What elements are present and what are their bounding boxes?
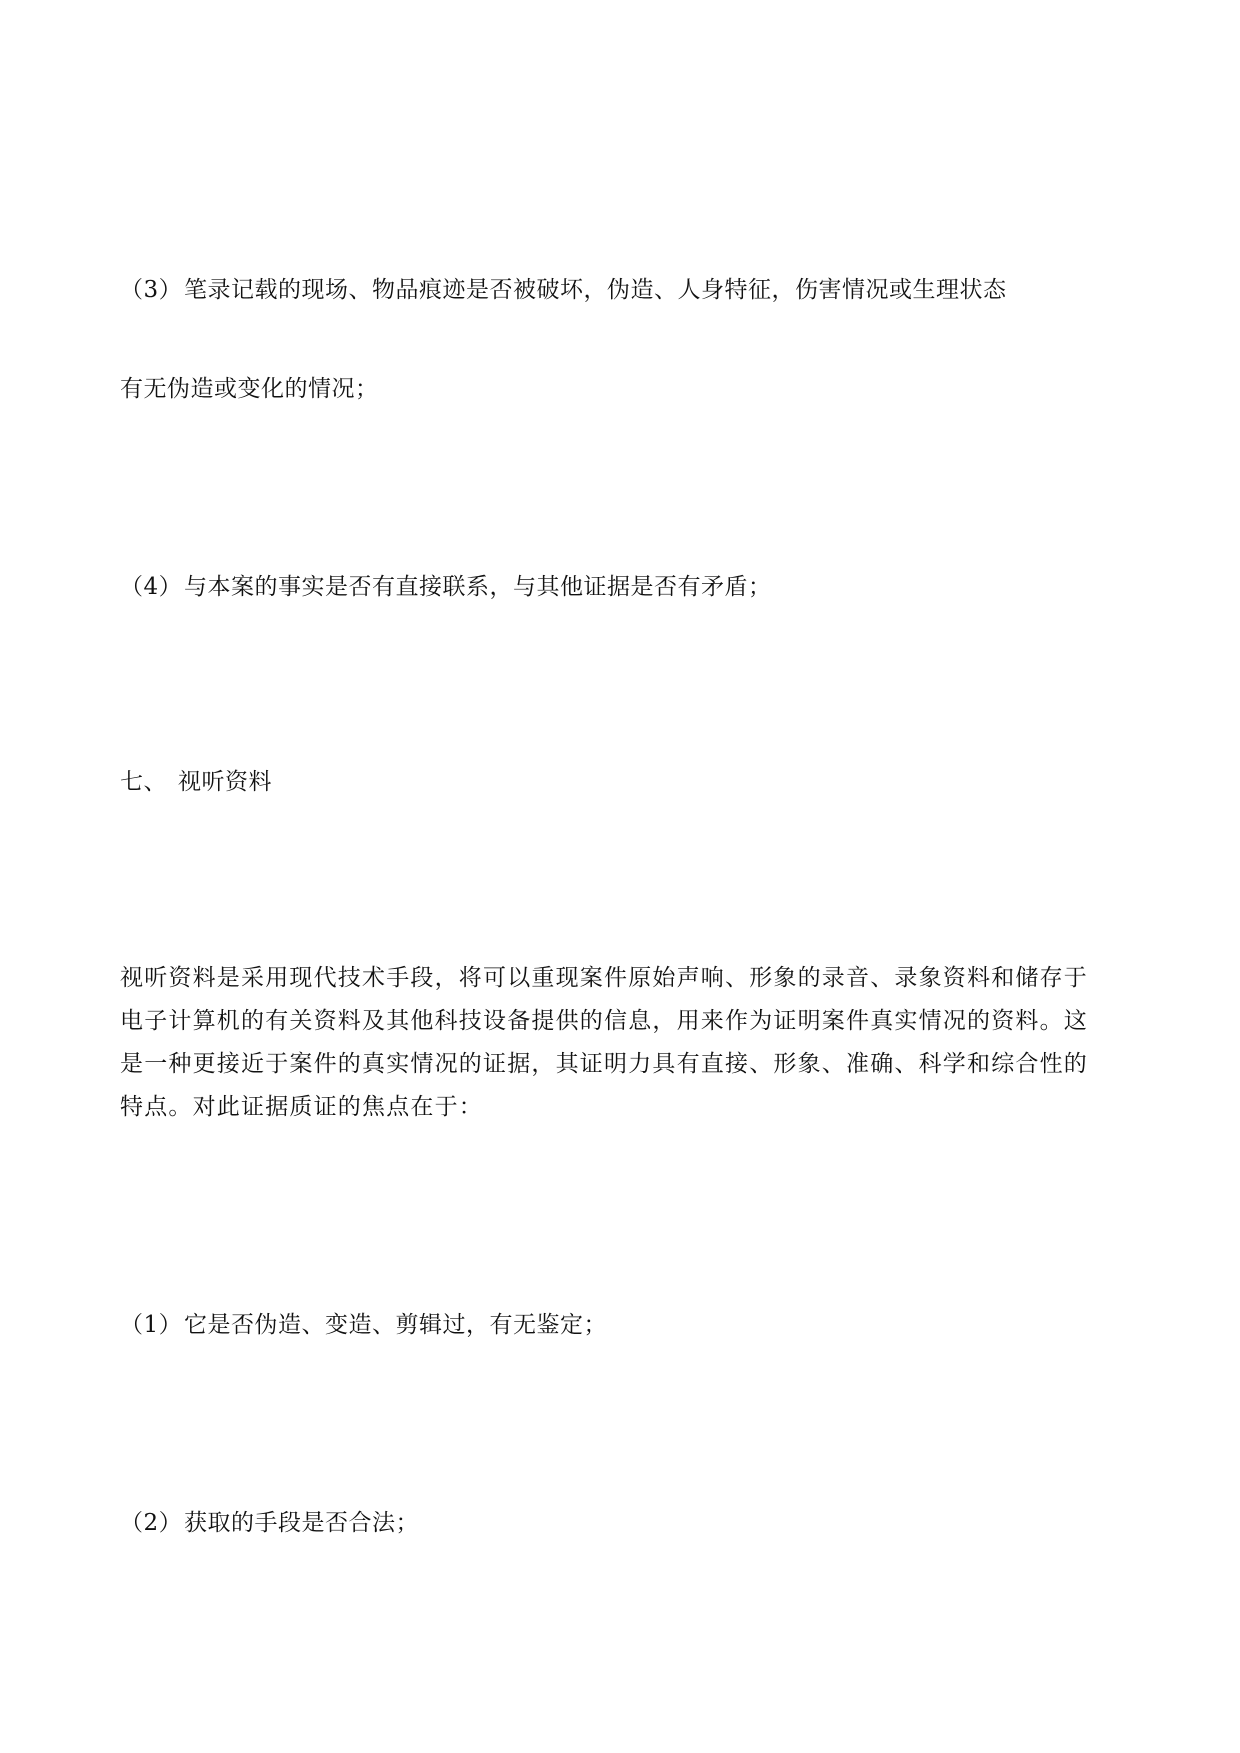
list-item-number: （3）	[120, 277, 183, 303]
list-item-text: 它是否伪造、变造、剪辑过，有无鉴定；	[184, 1312, 607, 1338]
list-item-text: 笔录记载的现场、物品痕迹是否被破坏，伪造、人身特征，伤害情况或生理状态	[184, 277, 1007, 303]
paragraph-line: 电子计算机的有关资料及其他科技设备提供的信息，用来作为证明案件真实情况的资料。这	[120, 1008, 1088, 1034]
list-item-number: （2）	[120, 1510, 183, 1536]
list-item-text: 获取的手段是否合法；	[184, 1510, 419, 1536]
list-item-number: （4）	[120, 574, 183, 600]
paragraph-line: 特点。对此证据质证的焦点在于：	[120, 1094, 483, 1120]
list-item-text: 与本案的事实是否有直接联系，与其他证据是否有矛盾；	[184, 574, 772, 600]
list-item-3	[120, 270, 1130, 310]
list-item-3-continuation: 有无伪造或变化的情况；	[120, 376, 379, 402]
sub-list-item-2	[120, 1503, 1130, 1543]
list-item-4	[120, 567, 1130, 607]
section-title: 视听资料	[178, 769, 272, 795]
paragraph-line: 是一种更接近于案件的真实情况的证据，其证明力具有直接、形象、准确、科学和综合性的	[120, 1051, 1088, 1077]
section-number: 七、	[120, 769, 167, 795]
body-paragraph	[120, 957, 1130, 1129]
list-item-number: （1）	[120, 1312, 183, 1338]
paragraph-line: 视听资料是采用现代技术手段，将可以重现案件原始声响、形象的录音、录象资料和储存于	[120, 965, 1088, 991]
section-heading	[120, 762, 1130, 802]
sub-list-item-1	[120, 1305, 1130, 1345]
